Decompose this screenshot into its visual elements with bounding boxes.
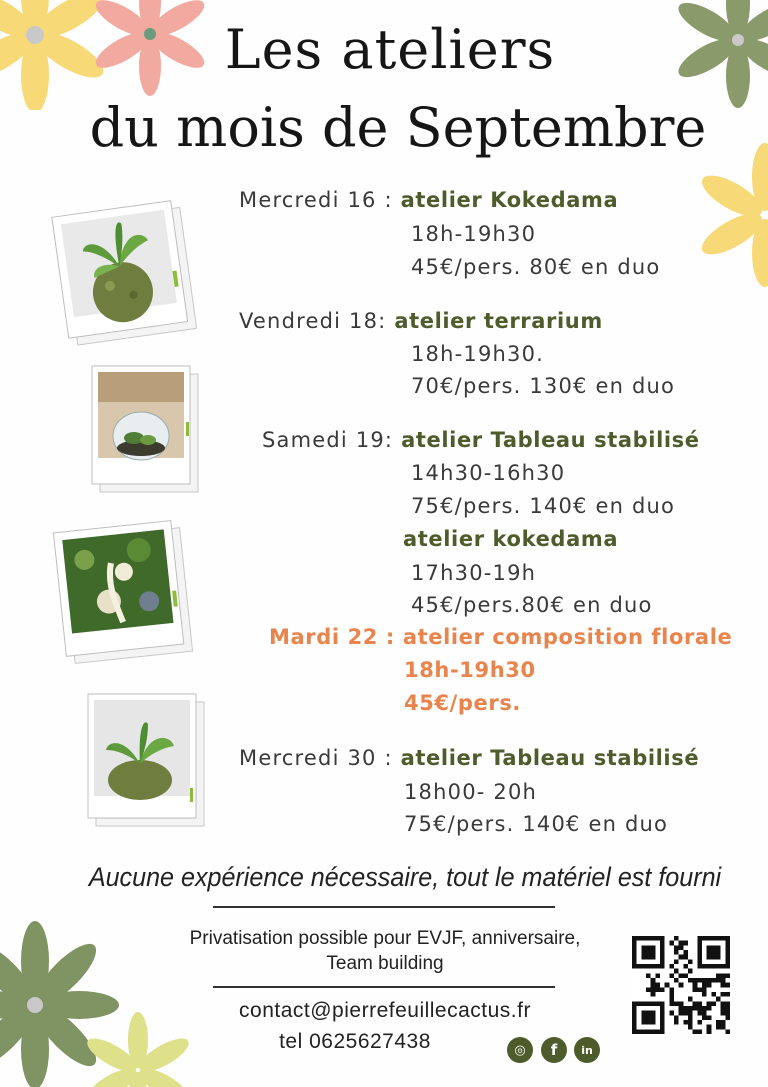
- terrarium-photo: [86, 362, 204, 497]
- kokedama-photo: [48, 196, 198, 346]
- event-2-heading: [239, 309, 603, 333]
- event-2-price: 70€/pers. 130€ en duo: [411, 374, 676, 398]
- event-2-time: 18h-19h30.: [411, 342, 545, 366]
- event-3-time: 14h30-16h30: [411, 461, 566, 485]
- divider-bottom: [213, 986, 555, 988]
- event-1-day: Mercredi 16 :: [239, 188, 401, 212]
- event-1-price: 45€/pers. 80€ en duo: [411, 255, 661, 279]
- privatisation-line1: Privatisation possible pour EVJF, anniversaire,: [189, 928, 581, 949]
- event-2-name: atelier terrarium: [394, 309, 603, 333]
- yellow-flower-right: [690, 140, 768, 290]
- event-3-price-2: 45€/pers.80€ en duo: [411, 593, 653, 617]
- contact-phone: tel 0625627438: [279, 1030, 431, 1053]
- event-3-heading: [262, 428, 700, 452]
- event-3-price: 75€/pers. 140€ en duo: [411, 494, 676, 518]
- event-3-day: Samedi 19:: [262, 428, 402, 452]
- event-5-time: 18h00- 20h: [404, 780, 538, 804]
- privatisation-line2: Team building: [326, 953, 444, 974]
- tagline: Aucune expérience nécessaire, tout le matériel est fourni: [88, 862, 722, 892]
- event-5-name: atelier Tableau stabilisé: [400, 746, 700, 770]
- event-5-heading: [239, 746, 699, 770]
- event-5-price: 75€/pers. 140€ en duo: [404, 812, 669, 836]
- page-title-line1: Les ateliers: [224, 18, 556, 81]
- event-4-heading: [269, 625, 732, 649]
- event-4-time: 18h-19h30: [404, 658, 536, 682]
- instagram-icon[interactable]: ◎: [507, 1037, 533, 1063]
- event-4-day: Mardi 22 :: [269, 625, 403, 649]
- linkedin-icon[interactable]: in: [574, 1037, 600, 1063]
- divider-top: [213, 906, 555, 908]
- tableau-stabilise-photo: [48, 512, 198, 672]
- event-2-day: Vendredi 18:: [239, 309, 395, 333]
- event-3-name: atelier Tableau stabilisé: [401, 428, 700, 452]
- event-4-name: atelier composition florale: [402, 625, 733, 649]
- facebook-icon[interactable]: f: [541, 1037, 567, 1063]
- event-5-day: Mercredi 30 :: [239, 746, 401, 770]
- page-title-line2: du mois de Septembre: [89, 96, 707, 159]
- event-1-name: atelier Kokedama: [400, 188, 619, 212]
- event-1-time: 18h-19h30: [411, 222, 537, 246]
- event-3-name-2: atelier kokedama: [403, 527, 619, 551]
- contact-email-link[interactable]: contact@pierrefeuillecactus.fr: [239, 999, 531, 1022]
- event-4-price: 45€/pers.: [404, 691, 522, 715]
- event-1-heading: [239, 188, 618, 212]
- kokedama-photo-2: [82, 688, 210, 833]
- event-3-time-2: 17h30-19h: [411, 561, 537, 585]
- qr-code[interactable]: [632, 936, 730, 1034]
